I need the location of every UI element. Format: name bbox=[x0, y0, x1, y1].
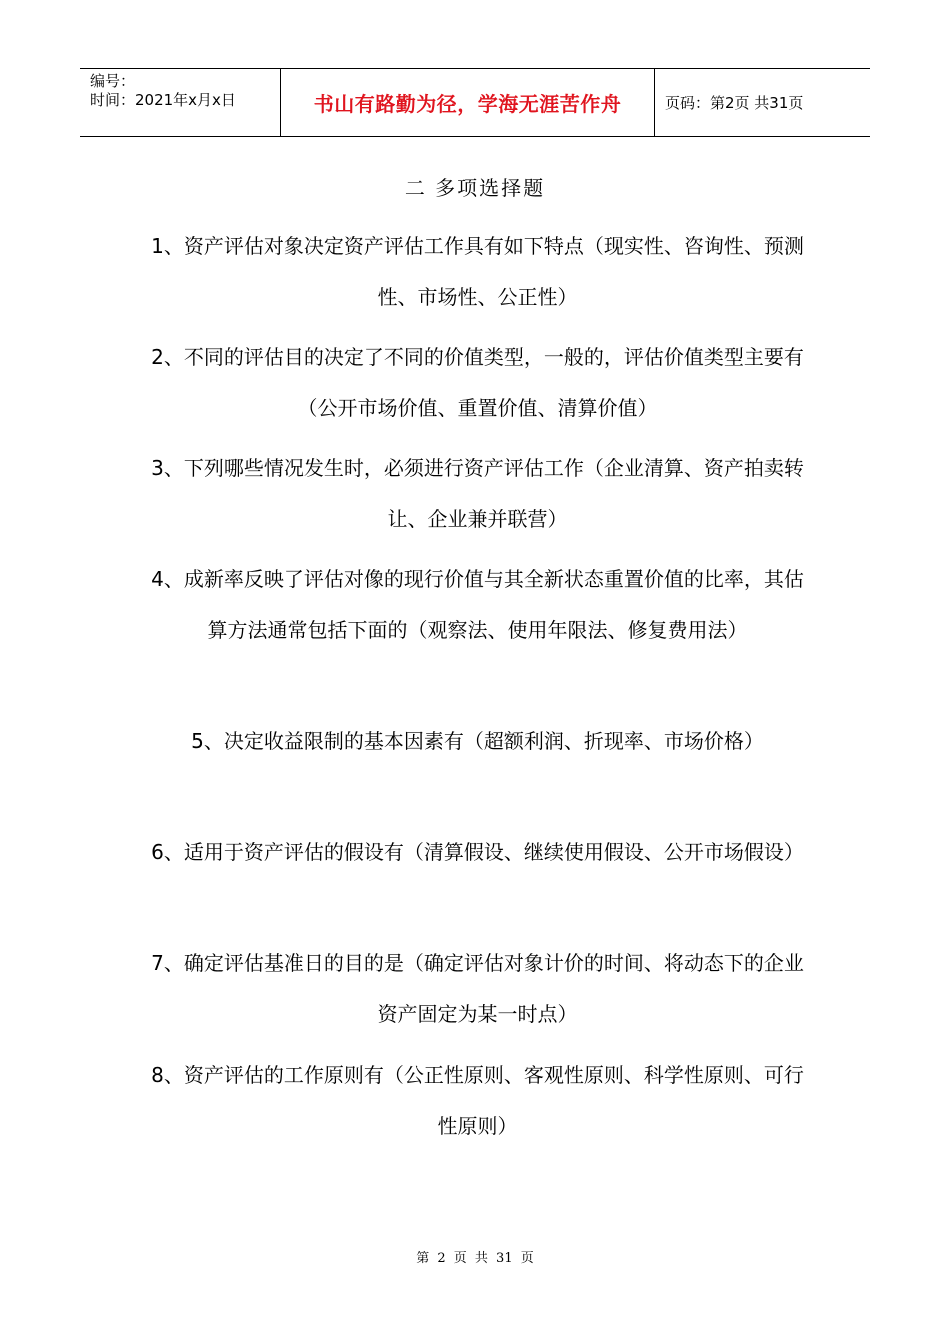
question-item: 1、资产评估对象决定资产评估工作具有如下特点（现实性、咨询性、预测性、市场性、公正性） bbox=[151, 234, 804, 309]
page-footer: 第 2 页 共 31 页 bbox=[416, 1251, 534, 1266]
question-item: 4、成新率反映了评估对像的现行价值与其全新状态重置价值的比率，其估算方法通常包括下面的（观察法、使用年限法、修复费用法） bbox=[151, 567, 804, 642]
page-info-text: 页码：第2页 共31页 bbox=[665, 94, 804, 112]
document-header bbox=[80, 68, 870, 137]
question-item: 2、不同的评估目的决定了不同的价值类型，一般的，评估价值类型主要有（公开市场价值、重置价值、清算价值） bbox=[151, 345, 804, 420]
header-meta bbox=[80, 69, 281, 136]
section-title: 二 多项选择题 bbox=[404, 176, 546, 200]
motto-text: 书山有路勤为径，学海无涯苦作舟 bbox=[313, 92, 622, 116]
header-motto-cell bbox=[281, 69, 655, 136]
question-item: 6、适用于资产评估的假设有（清算假设、继续使用假设、公开市场假设） bbox=[151, 840, 804, 864]
question-item: 7、确定评估基准日的目的是（确定评估对象计价的时间、将动态下的企业资产固定为某一时点） bbox=[151, 951, 804, 1026]
question-item: 8、资产评估的工作原则有（公正性原则、客观性原则、科学性原则、可行性原则） bbox=[151, 1063, 804, 1138]
date-label: 时间：2021年x月x日 bbox=[90, 91, 236, 109]
serial-number-label: 编号： bbox=[90, 72, 136, 90]
question-item: 3、下列哪些情况发生时，必须进行资产评估工作（企业清算、资产拍卖转让、企业兼并联营） bbox=[151, 456, 804, 531]
header-page-info bbox=[655, 69, 870, 136]
question-item: 5、决定收益限制的基本因素有（超额利润、折现率、市场价格） bbox=[191, 729, 764, 753]
